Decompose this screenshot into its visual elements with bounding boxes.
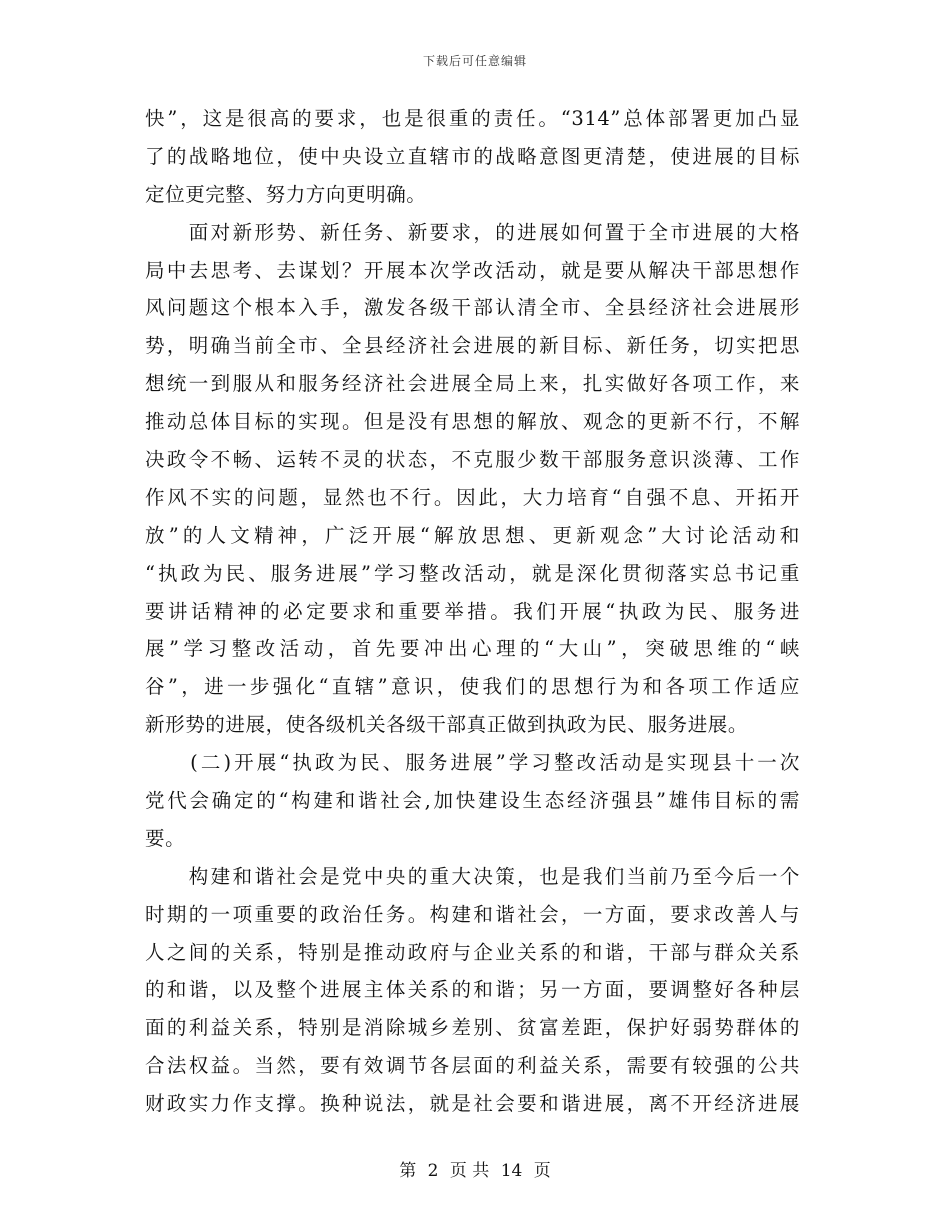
text-line: 要讲话精神的必定要求和重要举措。我们开展“执政为民、服务进	[145, 599, 800, 623]
text-line: 局中去思考、去谋划？开展本次学改活动，就是要从解决干部思想作	[145, 258, 800, 282]
text-line: 了的战略地位，使中央设立直辖市的战略意图更清楚，使进展的目标	[145, 144, 800, 168]
text-line: 面的利益关系，特别是消除城乡差别、贫富差距，保护好弱势群体的	[145, 1016, 800, 1040]
text-line: 党代会确定的“构建和谐社会,加快建设生态经济强县”雄伟目标的需	[145, 789, 800, 813]
text-line: 决政令不畅、运转不灵的状态，不克服少数干部服务意识淡薄、工作	[145, 448, 800, 472]
page-footer	[0, 1156, 950, 1181]
text-line: 想统一到服从和服务经济社会进展全局上来，扎实做好各项工作，来	[145, 372, 800, 396]
text-line: 合法权益。当然，要有效调节各层面的利益关系，需要有较强的公共	[145, 1054, 800, 1078]
text-line: (二)开展“执政为民、服务进展”学习整改活动是实现县十一次	[145, 751, 800, 775]
text-line: 构建和谐社会是党中央的重大决策，也是我们当前乃至今后一个	[145, 864, 800, 888]
text-line: 要。	[145, 826, 186, 850]
text-line: 人之间的关系，特别是推动政府与企业关系的和谐，干部与群众关系	[145, 940, 800, 964]
text-line: 放”的人文精神，广泛开展“解放思想、更新观念”大讨论活动和	[145, 523, 800, 547]
text-line: 展”学习整改活动，首先要冲出心理的“大山”，突破思维的“峡	[145, 637, 800, 661]
page-header: 下载后可任意编辑	[422, 54, 527, 68]
footer-middle: 页 共	[449, 1161, 490, 1181]
text-line: 面对新形势、新任务、新要求，的进展如何置于全市进展的大格	[145, 220, 800, 244]
text-line: 势，明确当前全市、全县经济社会进展的新目标、新任务，切实把思	[145, 334, 800, 358]
text-line: 时期的一项重要的政治任务。构建和谐社会，一方面，要求改善人与	[145, 902, 800, 926]
text-line: 的和谐，以及整个进展主体关系的和谐；另一方面，要调整好各种层	[145, 978, 800, 1002]
text-line: 谷”，进一步强化“直辖”意识，使我们的思想行为和各项工作适应	[145, 675, 800, 699]
text-line: 推动总体目标的实现。但是没有思想的解放、观念的更新不行，不解	[145, 410, 800, 434]
text-line: 快”，这是很高的要求，也是很重的责任。“314”总体部署更加凸显	[145, 107, 800, 130]
text-line: “执政为民、服务进展”学习整改活动，就是深化贯彻落实总书记重	[145, 561, 800, 585]
total-page-count: 14	[500, 1161, 523, 1181]
footer-prefix: 第	[399, 1161, 417, 1181]
document-body	[145, 100, 800, 1123]
text-line: 财政实力作支撑。换种说法，就是社会要和谐进展，离不开经济进展	[145, 1092, 800, 1116]
footer-suffix: 页	[533, 1161, 551, 1181]
current-page-number: 2	[427, 1161, 439, 1181]
text-line: 作风不实的问题，显然也不行。因此，大力培育“自强不息、开拓开	[145, 485, 800, 509]
text-line: 定位更完整、努力方向更明确。	[145, 182, 427, 206]
text-line: 风问题这个根本入手，激发各级干部认清全市、全县经济社会进展形	[145, 296, 800, 320]
text-line: 新形势的进展，使各级机关各级干部真正做到执政为民、服务进展。	[145, 713, 749, 737]
